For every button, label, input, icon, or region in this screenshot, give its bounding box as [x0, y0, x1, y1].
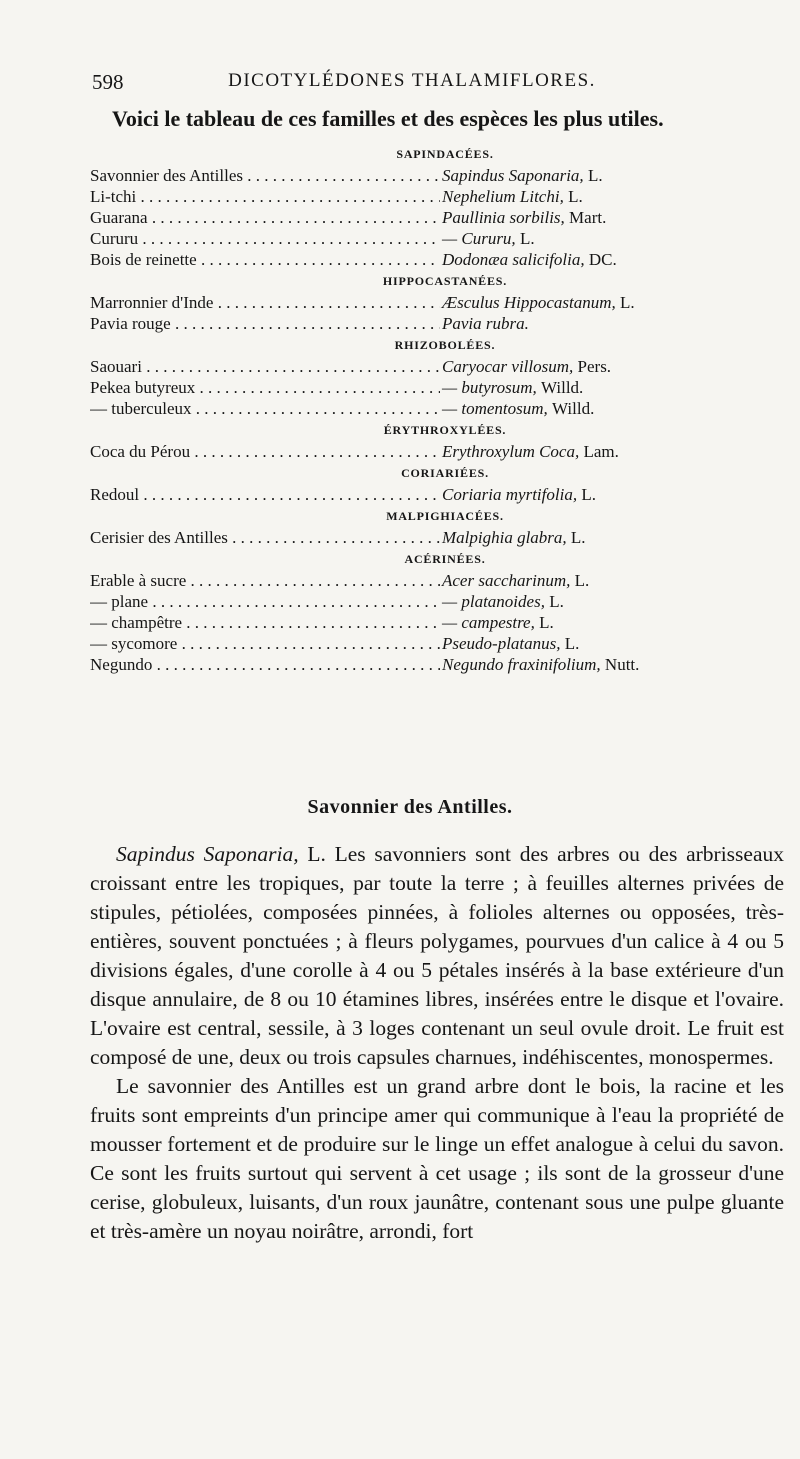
family-header: HIPPOCASTANÉES. [382, 274, 508, 288]
common-name: Coca du Pérou . . . [90, 441, 440, 462]
common-name: — sycomore . . . [90, 633, 440, 654]
common-name: Pavia rouge . . . [90, 313, 440, 334]
common-name: Cururu . . . [90, 228, 440, 249]
common-name: — champêtre . . . [90, 612, 440, 633]
author-abbrev: Willd. [536, 378, 584, 397]
common-name: Marronnier d'Inde . . . [90, 292, 440, 313]
author-abbrev: L. [534, 613, 554, 632]
author-abbrev: L. [566, 528, 586, 547]
running-title: DICOTYLÉDONES THALAMIFLORES. [228, 70, 596, 91]
common-name: Erable à sucre . . . [90, 570, 440, 591]
section-title: Savonnier des Antilles. [307, 796, 513, 818]
body-text [90, 840, 784, 1246]
latin-name: Acer saccharinum, [442, 571, 571, 590]
latin-name: Erythroxylum Coca, [442, 442, 580, 461]
species-row [90, 484, 710, 505]
author-abbrev: Lam. [579, 442, 619, 461]
latin-name: Malpighia glabra, [442, 528, 567, 547]
latin-name: Nephelium Litchi, [442, 187, 564, 206]
species-row [90, 591, 710, 612]
author-abbrev: L. [560, 634, 580, 653]
species-row [90, 228, 710, 249]
common-name: Negundo . . . [90, 654, 440, 675]
family-header: CORIARIÉES. [401, 466, 489, 480]
latin-name: — platanoides, [442, 592, 545, 611]
author-abbrev: Mart. [564, 208, 607, 227]
latin-name: Caryocar villosum, [442, 357, 574, 376]
latin-name: Paullinia sorbilis, [442, 208, 565, 227]
common-name: — plane . . . [90, 591, 440, 612]
species-row [90, 570, 710, 591]
species-row [90, 313, 710, 334]
author-abbrev: L. [570, 571, 590, 590]
species-row [90, 356, 710, 377]
species-row [90, 527, 710, 548]
species-row [90, 165, 710, 186]
species-row [90, 186, 710, 207]
paragraph: Le savonnier des Antilles est un grand arbre dont le bois, la racine et les fruits sont empreints d'un principe amer qui communique à l'eau la propriété de mousser fortement et de produire sur le linge un effet analogue à celui du savon. Ce sont les fruits surtout qui servent à cet usage ; ils sont de la grosseur d'une cerise, globuleux, luisants, d'un roux jaunâtre, contenant sous une pulpe gluante et très-amère un noyau noirâtre, arrondi, fort [90, 1074, 784, 1243]
species-row [90, 398, 710, 419]
author-abbrev: L. [615, 293, 635, 312]
author-abbrev: DC. [584, 250, 617, 269]
common-name: Redoul . . . [90, 484, 440, 505]
latin-name: — campestre, [442, 613, 535, 632]
common-name: Saouari . . . [90, 356, 440, 377]
family-species-table [90, 143, 710, 675]
latin-name: Dodonæa salicifolia, [442, 250, 585, 269]
species-row [90, 633, 710, 654]
latin-name: Negundo fraxinifolium, [442, 655, 601, 674]
author-abbrev: L. [577, 485, 596, 504]
species-row [90, 612, 710, 633]
running-head [92, 70, 692, 96]
common-name: Li-tchi . . . [90, 186, 440, 207]
author-abbrev: L. [515, 229, 535, 248]
author-abbrev: Nutt. [600, 655, 640, 674]
author-abbrev: L. [544, 592, 564, 611]
paragraph: Sapindus Saponaria, L. Les savonniers sont des arbres ou des arbrisseaux croissant entre les tropiques, par toute la terre ; à feuilles alternes privées de stipules, pétiolées, composées pinnées, à folioles alternes ou opposées, très-entières, souvent ponctuées ; à fleurs polygames, pourvues d'un calice à 4 ou 5 divisions égales, d'une corolle à 4 ou 5 pétales insérés à la base extérieure d'un disque annulaire, de 8 ou 10 étamines libres, insérées entre le disque et l'ovaire. L'ovaire est central, sessile, à 3 loges contenant un seul ovule droit. Le fruit est composé de une, deux ou trois capsules charnues, indéhiscentes, monospermes. [90, 842, 785, 1069]
common-name: Cerisier des Antilles . . . [90, 527, 440, 548]
common-name: Guarana . . . [90, 207, 440, 228]
family-header: RHIZOBOLÉES. [394, 338, 496, 352]
species-row [90, 207, 710, 228]
common-name: Savonnier des Antilles . . . [90, 165, 440, 186]
latin-name: — tomentosum, [442, 399, 548, 418]
common-name: — tuberculeux . . . [90, 398, 440, 419]
latin-name: Pseudo-platanus, [442, 634, 561, 653]
latin-name: Æsculus Hippocastanum, [442, 293, 616, 312]
family-header: SAPINDACÉES. [396, 147, 494, 161]
italic-lead: Sapindus Saponaria, [116, 842, 299, 866]
species-row [90, 377, 710, 398]
author-abbrev: Pers. [573, 357, 612, 376]
species-row [90, 249, 710, 270]
common-name: Bois de reinette . . . [90, 249, 440, 270]
family-header: ACÉRINÉES. [404, 552, 486, 566]
author-abbrev: Willd. [547, 399, 595, 418]
species-row [90, 441, 710, 462]
family-header: ÉRYTHROXYLÉES. [383, 423, 507, 437]
author-abbrev: L. [583, 166, 603, 185]
author-abbrev: L. [563, 187, 583, 206]
family-header: MALPIGHIACÉES. [386, 509, 504, 523]
latin-name: Coriaria myrtifolia, [442, 485, 578, 504]
species-row [90, 292, 710, 313]
latin-name: — butyrosum, [442, 378, 537, 397]
common-name: Pekea butyreux . . . [90, 377, 440, 398]
species-row [90, 654, 710, 675]
latin-name: Sapindus Saponaria, [442, 166, 584, 185]
latin-name: Pavia rubra. [442, 314, 529, 333]
intro-sentence: Voici le tableau de ces familles et des espèces les plus utiles. [112, 106, 664, 131]
page-number: 598 [92, 70, 124, 94]
latin-name: — Cururu, [442, 229, 516, 248]
